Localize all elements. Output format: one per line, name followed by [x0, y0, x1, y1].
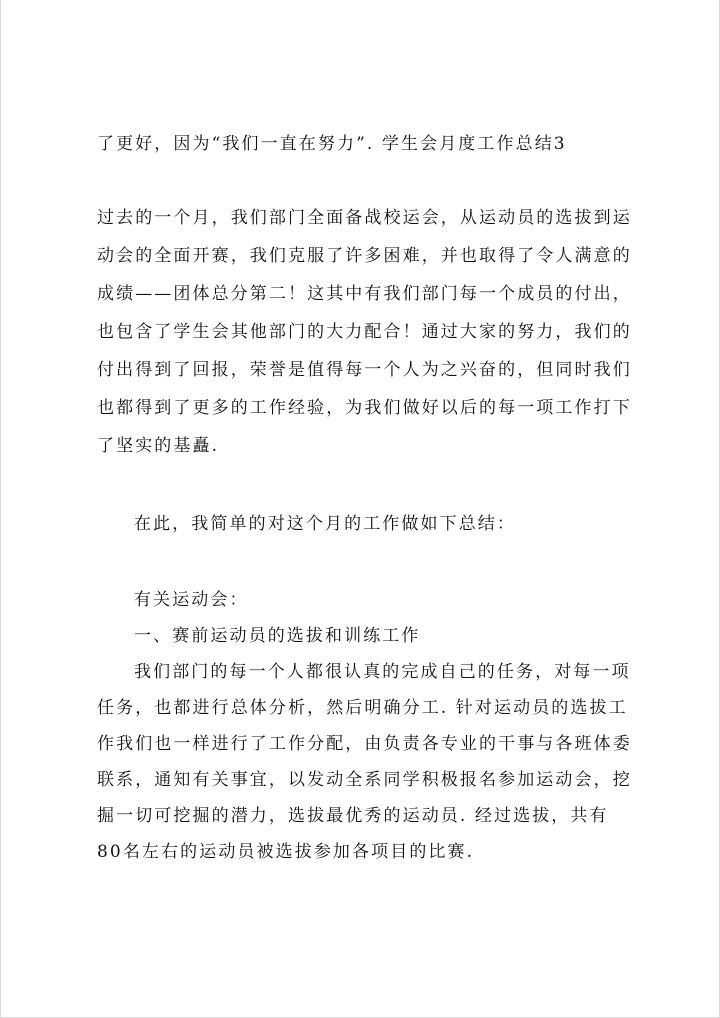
text-line: 我们部门的每一个人都很认真的完成自己的任务，对每一项 — [134, 662, 631, 682]
text-line: 成绩——团体总分第二！这其中有我们部门每一个成员的付出， — [97, 284, 632, 304]
subsection-heading: 一、赛前运动员的选拔和训练工作 — [134, 626, 421, 646]
text-line: 作我们也一样进行了工作分配，由负责各专业的干事与各班体委 — [97, 734, 632, 754]
text-line: 过去的一个月，我们部门全面备战校运会，从运动员的选拔到运 — [97, 208, 632, 228]
text-line: 任务，也都进行总体分析，然后明确分工. 针对运动员的选拔工 — [97, 698, 628, 718]
text-line: 动会的全面开赛，我们克服了许多困难，并也取得了令人满意的 — [97, 246, 632, 266]
text-line: 也都得到了更多的工作经验，为我们做好以后的每一项工作打下 — [97, 398, 632, 418]
text-line: 掘一切可挖掘的潜力，选拔最优秀的运动员. 经过选拔，共有 — [97, 806, 609, 826]
text-line: 了更好，因为“我们一直在努力”. 学生会月度工作总结3 — [97, 134, 567, 154]
text-line: 联系，通知有关事宜，以发动全系同学积极报名参加运动会，挖 — [97, 770, 632, 790]
section-heading: 有关运动会： — [134, 590, 249, 610]
text-line: 80名左右的运动员被选拔参加各项目的比赛. — [97, 842, 475, 862]
text-line: 付出得到了回报，荣誉是值得每一个人为之兴奋的，但同时我们 — [97, 360, 632, 380]
text-line: 了坚实的基矗. — [97, 436, 220, 456]
text-line: 在此，我简单的对这个月的工作做如下总结： — [134, 514, 516, 534]
text-line: 也包含了学生会其他部门的大力配合！通过大家的努力，我们的 — [97, 322, 632, 342]
